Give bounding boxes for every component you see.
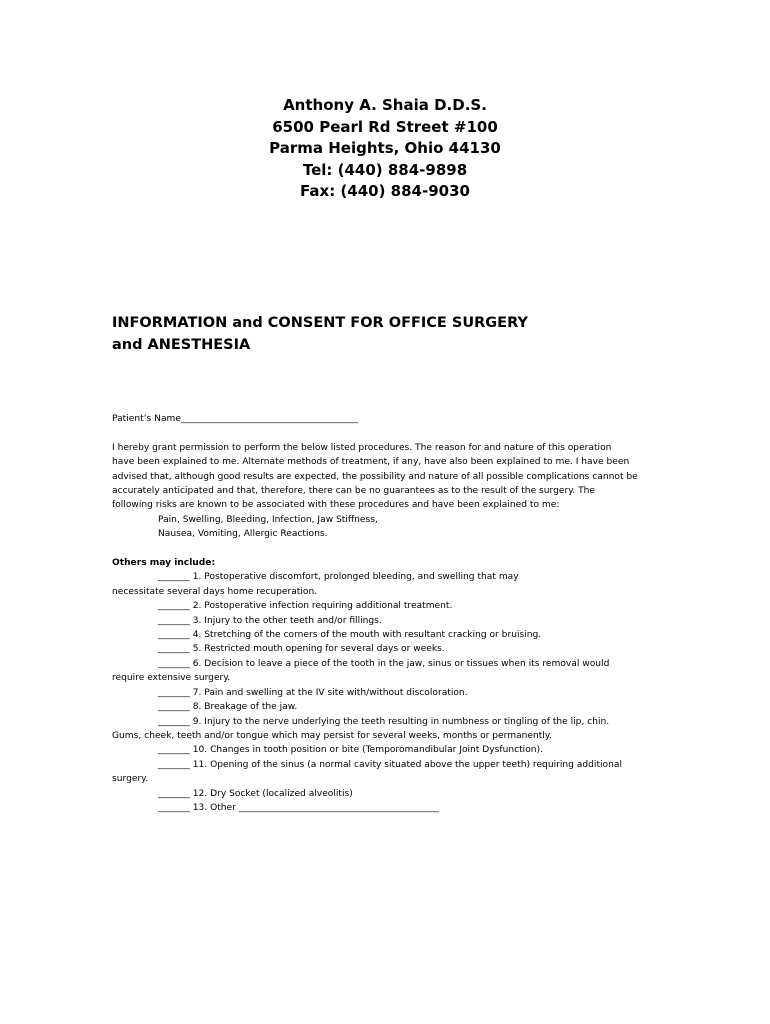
risk-item[interactable]: _______ 11. Opening of the sinus (a normal cavity situated above the upper teeth) requiring additional bbox=[158, 759, 622, 770]
risk-item-continuation: necessitate several days home recuperation. bbox=[112, 586, 318, 597]
risk-item-continuation: surgery. bbox=[112, 774, 149, 785]
risk-item[interactable]: _______ 3. Injury to the other teeth and/or fillings. bbox=[158, 615, 382, 626]
risk-item-continuation: Gums, cheek, teeth and/or tongue which may persist for several weeks, months or permanently. bbox=[112, 730, 552, 741]
risks-line: Nausea, Vomiting, Allergic Reactions. bbox=[158, 529, 328, 540]
form-title-line2: and ANESTHESIA bbox=[112, 337, 251, 353]
practice-phone: Tel: (440) 884-9898 bbox=[302, 160, 468, 179]
consent-body bbox=[112, 412, 657, 815]
consent-line: following risks are known to be associated with these procedures and have been explained to me: bbox=[112, 500, 560, 511]
risk-item-list bbox=[112, 570, 657, 815]
others-heading: Others may include: bbox=[112, 558, 216, 569]
practice-city: Parma Heights, Ohio 44130 bbox=[269, 139, 501, 157]
risk-item[interactable]: _______ 1. Postoperative discomfort, prolonged bleeding, and swelling that may bbox=[158, 572, 519, 583]
risk-item[interactable]: _______ 10. Changes in tooth position or bite (Temporomandibular Joint Dysfunction). bbox=[158, 745, 543, 756]
risk-item[interactable]: _______ 2. Postoperative infection requiring additional treatment. bbox=[158, 601, 453, 612]
patient-name-field[interactable]: Patient’s Name_______________________________________ bbox=[112, 414, 359, 424]
risk-item[interactable]: _______ 8. Breakage of the jaw. bbox=[158, 702, 298, 713]
practice-fax: Fax: (440) 884-9030 bbox=[300, 182, 470, 200]
risk-item[interactable]: _______ 12. Dry Socket (localized alveolitis) bbox=[158, 788, 353, 799]
risk-item[interactable]: _______ 6. Decision to leave a piece of the tooth in the jaw, sinus or tissues when its removal would bbox=[158, 658, 610, 669]
consent-line: advised that, although good results are expected, the possibility and nature of all possible complications cannot be bbox=[112, 471, 638, 482]
consent-line: have been explained to me. Alternate methods of treatment, if any, have also been explained to me. I have been bbox=[112, 457, 630, 468]
consent-line: I hereby grant permission to perform the below listed procedures. The reason for and nature of this operation bbox=[112, 442, 612, 453]
risk-item[interactable]: _______ 13. Other ____________________________________________ bbox=[158, 802, 439, 813]
practice-street: 6500 Pearl Rd Street #100 bbox=[272, 117, 498, 136]
practice-header bbox=[0, 95, 770, 203]
risk-item[interactable]: _______ 7. Pain and swelling at the IV site with/without discoloration. bbox=[158, 687, 468, 698]
risk-item[interactable]: _______ 4. Stretching of the corners of the mouth with resultant cracking or bruising. bbox=[158, 630, 542, 641]
form-title bbox=[112, 312, 528, 356]
form-title-line1: INFORMATION and CONSENT FOR OFFICE SURGERY bbox=[112, 315, 528, 331]
risk-item[interactable]: _______ 5. Restricted mouth opening for several days or weeks. bbox=[158, 644, 445, 655]
risks-line: Pain, Swelling, Bleeding, Infection, Jaw Stiffness, bbox=[158, 514, 378, 525]
risk-item-continuation: require extensive surgery. bbox=[112, 673, 231, 684]
consent-line: accurately anticipated and that, therefore, there can be no guarantees as to the result of the surgery. The bbox=[112, 486, 596, 497]
risk-item[interactable]: _______ 9. Injury to the nerve underlying the teeth resulting in numbness or tingling of the lip, chin. bbox=[158, 716, 610, 727]
practice-name: Anthony A. Shaia D.D.S. bbox=[283, 96, 487, 114]
